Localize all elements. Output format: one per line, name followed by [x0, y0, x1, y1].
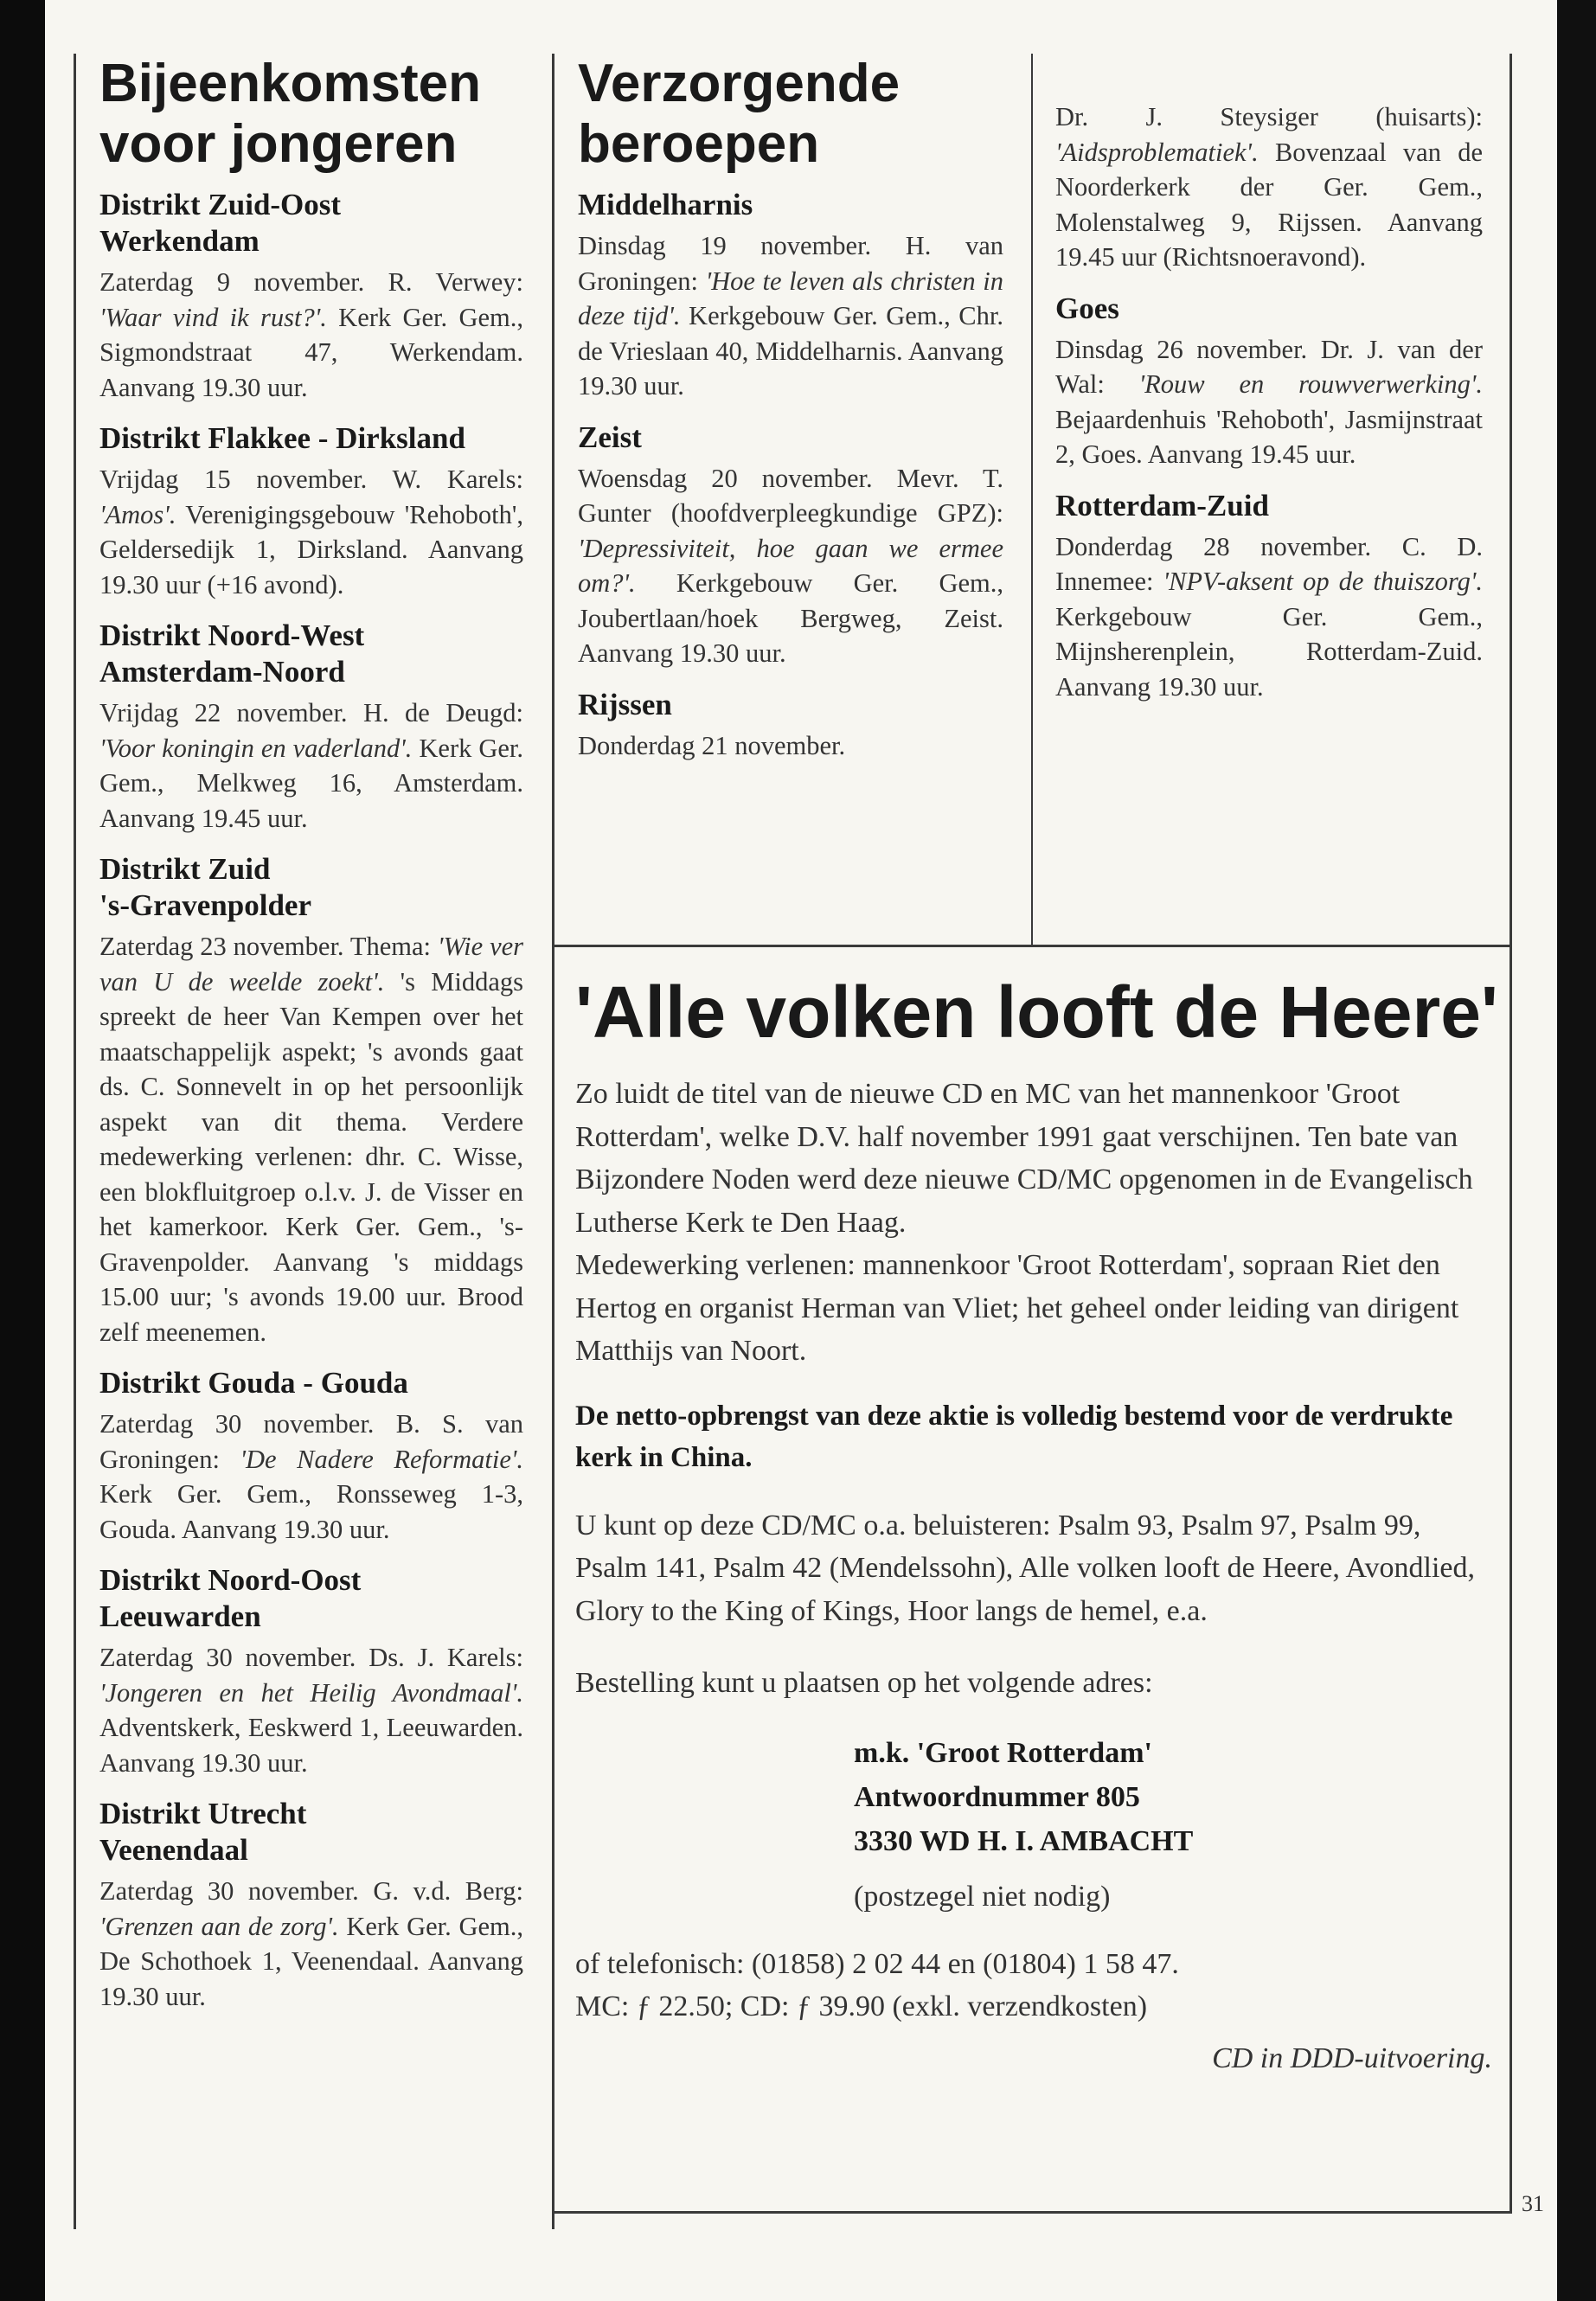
location-heading: Middelharnis [578, 188, 753, 221]
district-text: Vrijdag 22 november. H. de Deugd: 'Voor koningin en vaderland'. Kerk Ger. Gem., Melkweg 16, Amsterdam. Aanvang 19.45 uur. [99, 698, 523, 833]
box-rule-right [1509, 54, 1512, 2213]
price-line: MC: ƒ 22.50; CD: ƒ 39.90 (exkl. verzendkosten) [575, 1990, 1148, 2022]
district-heading: Distrikt Noord-Oost Leeuwarden [99, 1563, 362, 1633]
district-text: Zaterdag 30 november. G. v.d. Berg: 'Grenzen aan de zorg'. Kerk Ger. Gem., De Schothoek 1, Veenendaal. Aanvang 19.30 uur. [99, 1876, 523, 2011]
location-item [1055, 291, 1483, 472]
box-rule-middle [552, 945, 1512, 947]
district-item [99, 187, 523, 405]
column-care-continued [1055, 99, 1483, 704]
district-heading: Distrikt Flakkee - Dirksland [99, 421, 465, 455]
location-item [1055, 99, 1483, 275]
announcement-paragraph: U kunt op deze CD/MC o.a. beluisteren: Psalm 93, Psalm 97, Psalm 99, Psalm 141, Psalm 42 (Mendelssohn), Alle volken looft de Heere, Avondlied, Glory to the King of Kings, Hoor langs de hemel, e.a. [575, 1509, 1476, 1627]
column-care-professions [578, 54, 1003, 763]
district-heading: Distrikt Utrecht Veenendaal [99, 1797, 307, 1867]
district-heading: Distrikt Gouda - Gouda [99, 1366, 408, 1400]
announcement-title: 'Alle volken looft de Heere' [575, 971, 1498, 1053]
location-heading: Rijssen [578, 687, 672, 721]
location-text: Donderdag 28 november. C. D. Innemee: 'NPV-aksent op de thuiszorg'. Kerkgebouw Ger. Gem., Mijnsherenplein, Rotterdam-Zuid. Aanvang 19.30 uur. [1055, 531, 1483, 702]
cd-format-note: CD in DDD-uitvoering. [1212, 2041, 1492, 2074]
district-text: Vrijdag 15 november. W. Karels: 'Amos'. Verenigingsgebouw 'Rehoboth', Geldersedijk 1, Dirksland. Aanvang 19.30 uur (+16 avond). [99, 465, 523, 599]
location-text: Dr. J. Steysiger (huisarts): 'Aidsproblematiek'. Bovenzaal van de Noorderkerk der Ger. Gem., Molenstalweg 9, Rijssen. Aanvang 19.45 uur (Richtsnoeravond). [1055, 102, 1483, 272]
column-rule-right-upper [1031, 54, 1033, 945]
district-item [99, 420, 523, 602]
location-text: Dinsdag 26 november. Dr. J. van der Wal: 'Rouw en rouwverwerking'. Bejaardenhuis 'Rehoboth', Jasmijnstraat 2, Goes. Aanvang 19.45 uur. [1055, 334, 1483, 469]
district-item [99, 851, 523, 1349]
cd-announcement [575, 969, 1498, 2080]
location-heading: Zeist [578, 420, 642, 454]
district-text: Zaterdag 30 november. B. S. van Groningen: 'De Nadere Reformatie'. Kerk Ger. Gem., Ronsseweg 1-3, Gouda. Aanvang 19.30 uur. [99, 1409, 524, 1544]
postage-note: (postzegel niet nodig) [854, 1880, 1111, 1913]
district-item [99, 1796, 523, 2014]
location-item [578, 187, 1003, 404]
location-heading: Goes [1055, 291, 1119, 325]
column-youth-meetings [99, 54, 523, 2014]
box-rule-bottom [552, 2211, 1512, 2214]
location-item [1055, 488, 1483, 705]
district-heading: Distrikt Noord-West Amsterdam-Noord [99, 619, 365, 689]
district-text: Zaterdag 30 november. Ds. J. Karels: 'Jongeren en het Heilig Avondmaal'. Adventskerk, Eeskwerd 1, Leeuwarden. Aanvang 19.30 uur. [99, 1643, 523, 1778]
location-item [578, 687, 1003, 764]
announcement-paragraph: Medewerking verlenen: mannenkoor 'Groot Rotterdam', sopraan Riet den Hertog en organist Herman van Vliet; het geheel onder leiding van dirigent Matthijs van Noort. [575, 1249, 1459, 1367]
district-heading: Distrikt Zuid-Oost Werkendam [99, 188, 342, 258]
district-item [99, 1365, 523, 1547]
location-text: Dinsdag 19 november. H. van Groningen: 'Hoe te leven als christen in deze tijd'. Kerkgebouw Ger. Gem., Chr. de Vrieslaan 40, Middelharnis. Aanvang 19.30 uur. [578, 231, 1004, 401]
district-heading: Distrikt Zuid 's-Gravenpolder [99, 852, 311, 922]
location-heading: Rotterdam-Zuid [1055, 488, 1269, 522]
location-item [578, 420, 1003, 671]
district-text: Zaterdag 9 november. R. Verwey: 'Waar vind ik rust?'. Kerk Ger. Gem., Sigmondstraat 47, Werkendam. Aanvang 19.30 uur. [99, 267, 523, 402]
page-number: 31 [1522, 2191, 1544, 2216]
scan-edge-right [1557, 0, 1596, 2301]
scan-edge-left [0, 0, 45, 2301]
section-title-youth: Bijeenkomsten voor jongeren [99, 54, 482, 174]
column-rule-left [74, 54, 76, 2229]
section-title-care: Verzorgende beroepen [578, 54, 901, 174]
order-intro: Bestelling kunt u plaatsen op het volgende adres: [575, 1667, 1153, 1699]
announcement-paragraph: Zo luidt de titel van de nieuwe CD en MC van het mannenkoor 'Groot Rotterdam', welke D.V. half november 1991 gaat verschijnen. Ten bate van Bijzondere Noden werd deze nieuwe CD/MC opgenomen in de Evangelisch Lutherse Kerk te Den Haag. [575, 1078, 1473, 1239]
announcement-highlight: De netto-opbrengst van deze aktie is volledig bestemd voor de verdrukte kerk in China. [575, 1400, 1453, 1473]
location-text: Donderdag 21 november. [578, 730, 846, 760]
district-item [99, 618, 523, 836]
phone-line: of telefonisch: (01858) 2 02 44 en (01804) 1 58 47. [575, 1947, 1179, 1980]
district-text: Zaterdag 23 november. Thema: 'Wie ver van U de weelde zoekt'. 's Middags spreekt de heer Van Kempen over het maatschappelijk aspekt; 's avonds gaat ds. C. Sonnevelt in op het persoonlijk aspekt van dit thema. Verdere medewerking verlenen: dhr. C. Wisse, een blokfluitgroep o.l.v. J. de Visser en het kamerkoor. Kerk Ger. Gem., 's-Gravenpolder. Aanvang 's middags 15.00 uur; 's avonds 19.00 uur. Brood zelf meenemen. [99, 932, 524, 1347]
district-item [99, 1562, 523, 1780]
column-rule-middle [552, 54, 554, 2229]
location-text: Woensdag 20 november. Mevr. T. Gunter (hoofdverpleegkundige GPZ): 'Depressiviteit, hoe gaan we ermee om?'. Kerkgebouw Ger. Gem., Joubertlaan/hoek Bergweg, Zeist. Aanvang 19.30 uur. [578, 463, 1003, 668]
order-address: m.k. 'Groot Rotterdam' Antwoordnummer 805 3330 WD H. I. AMBACHT [854, 1736, 1194, 1857]
